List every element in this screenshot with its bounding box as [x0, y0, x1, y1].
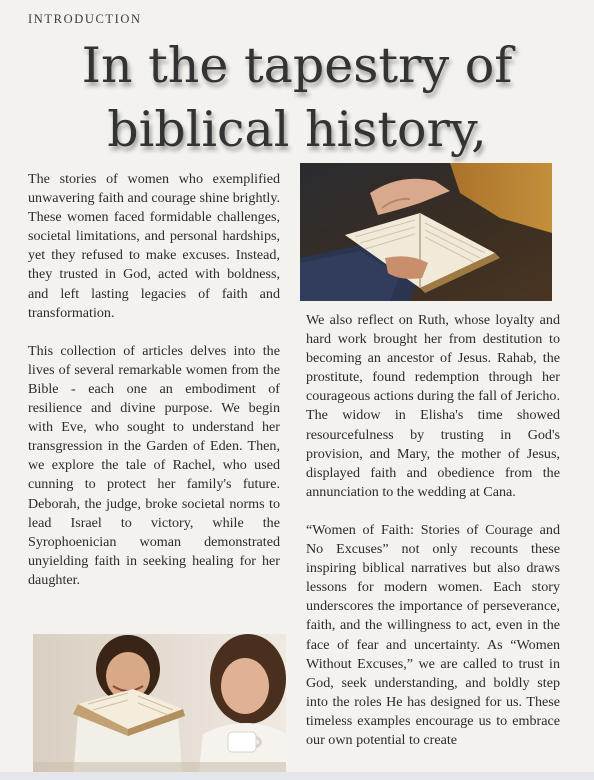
women-reading-bible-photo: [33, 634, 286, 780]
intro-paragraph: The stories of women who exemplified unwavering faith and courage shine brightly. These women faced formidable challenges, societal limitations, and personal hardships, yet they refused to make excuses. Instead, they trusted in God, acted with boldness, and left lasting legacies of faith and transformation.: [28, 171, 280, 321]
book-summary-paragraph: “Women of Faith: Stories of Courage and No Excuses” not only recounts these inspiring biblical narratives but also draws lessons for modern women. Each story underscores the importance of perseverance, faith, and the willingness to act, even in the face of fear and uncertainty. As “Women Without Excuses,” we are called to trust in God, seek understanding, and boldly step into the roles He has designed for us. These timeless examples encourage us to embrace our own potential to create: [306, 521, 560, 748]
hands-bible-illustration: [300, 163, 552, 301]
bible-reading-hands-photo: [300, 163, 552, 301]
ruth-paragraph: We also reflect on Ruth, whose loyalty and hard work brought her from destitution to becoming an ancestor of Jesus. Rahab, the prostitute, found redemption through her courageous actions during the fall of Jericho. The widow in Elisha's time showed resourcefulness by trusting in God's provision, and Mary, the mother of Jesus, displayed faith and obedience from the annunciation to the wedding at Cana.: [306, 312, 560, 500]
collection-paragraph: This collection of articles delves into the lives of several remarkable women from the Bible - each one an embodiment of resilience and divine purpose. We begin with Eve, who sought to understand her transgression in the Garden of Eden. Then, we explore the tale of Rachel, who used cunning to protect her family's future. Deborah, the judge, broke societal norms to lead Israel to victory, while the Syrophoenician woman demonstrated unyielding faith in seeking healing for her daughter.: [28, 342, 280, 588]
right-text-column: [306, 311, 560, 774]
women-bible-illustration: [33, 634, 286, 780]
section-label: INTRODUCTION: [28, 12, 142, 26]
left-text-column: [28, 170, 280, 609]
page-headline: In the tapestry of biblical history,: [81, 37, 513, 158]
bottom-scroll-strip: [0, 772, 594, 780]
